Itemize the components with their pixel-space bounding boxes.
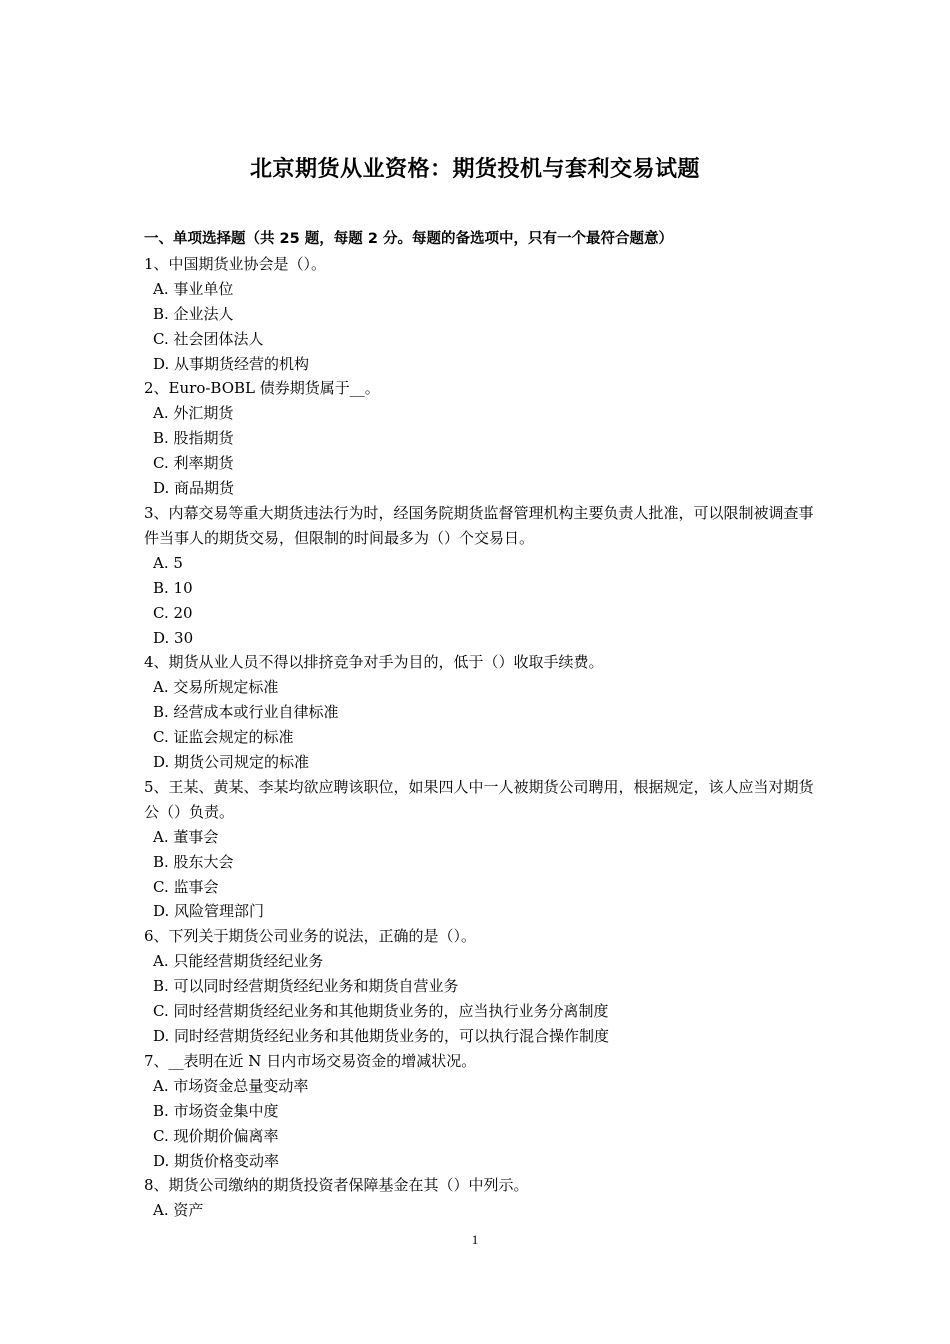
option-b: B. 股指期货 (153, 429, 234, 448)
section-heading: 一、单项选择题（共 25 题，每题 2 分。每题的备选项中，只有一个最符合题意） (144, 231, 673, 247)
question-stem: 2、Euro-BOBL 债券期货属于__。 (144, 379, 380, 398)
option-a: A. 市场资金总量变动率 (153, 1076, 309, 1095)
option-a: A. 外汇期货 (153, 404, 234, 423)
option-d: D. 30 (153, 628, 194, 647)
option-d: D. 商品期货 (153, 479, 235, 498)
option-b: B. 经营成本或行业自律标准 (153, 703, 339, 722)
question-stem: 7、__表明在近 N 日内市场交易资金的增减状况。 (144, 1051, 477, 1070)
option-c: C. 现价期价偏离率 (153, 1126, 279, 1145)
page-number: 1 (471, 1232, 479, 1247)
question-3 (144, 501, 816, 650)
option-a: A. 资产 (153, 1201, 204, 1220)
question-8 (144, 1173, 816, 1223)
option-b: B. 企业法人 (153, 304, 234, 323)
option-b: B. 股东大会 (153, 852, 234, 871)
option-d: D. 期货公司规定的标准 (153, 753, 310, 772)
question-stem: 3、内幕交易等重大期货违法行为时，经国务院期货监督管理机构主要负责人批准，可以限制被调查事件当事人的期货交易，但限制的时间最多为（）个交易日。 (144, 503, 814, 547)
option-c: C. 证监会规定的标准 (153, 728, 294, 747)
question-stem: 5、王某、黄某、李某均欲应聘该职位，如果四人中一人被期货公司聘用，根据规定，该人应当对期货公（）负责。 (144, 777, 814, 821)
option-a: A. 交易所规定标准 (153, 678, 279, 697)
option-d: D. 风险管理部门 (153, 902, 265, 921)
question-4 (144, 650, 816, 775)
question-5 (144, 775, 816, 924)
question-1 (144, 252, 816, 377)
option-d: D. 同时经营期货经纪业务和其他期货业务的，可以执行混合操作制度 (153, 1027, 610, 1045)
document-title: 北京期货从业资格：期货投机与套利交易试题 (249, 157, 700, 182)
question-list (144, 227, 816, 1223)
option-c: C. 利率期货 (153, 454, 234, 473)
option-c: C. 监事会 (153, 877, 219, 896)
question-stem: 1、中国期货业协会是（）。 (144, 254, 327, 273)
question-stem: 8、期货公司缴纳的期货投资者保障基金在其（）中列示。 (144, 1176, 529, 1195)
option-c: C. 20 (153, 603, 193, 622)
option-c: C. 同时经营期货经纪业务和其他期货业务的，应当执行业务分离制度 (153, 1002, 609, 1021)
option-a: A. 事业单位 (153, 279, 234, 298)
question-stem: 4、期货从业人员不得以排挤竞争对手为目的，低于（）收取手续费。 (144, 653, 604, 672)
option-d: D. 期货价格变动率 (153, 1151, 280, 1170)
question-6 (144, 924, 816, 1049)
question-7 (144, 1049, 816, 1174)
question-2 (144, 376, 816, 501)
option-b: B. 市场资金集中度 (153, 1101, 279, 1120)
option-d: D. 从事期货经营的机构 (153, 354, 310, 373)
option-a: A. 董事会 (153, 827, 219, 846)
option-b: B. 可以同时经营期货经纪业务和期货自营业务 (153, 977, 459, 996)
option-a: A. 5 (153, 553, 183, 572)
option-c: C. 社会团体法人 (153, 329, 264, 348)
question-stem: 6、下列关于期货公司业务的说法，正确的是（）。 (144, 927, 477, 946)
option-a: A. 只能经营期货经纪业务 (153, 952, 324, 971)
option-b: B. 10 (153, 578, 193, 597)
